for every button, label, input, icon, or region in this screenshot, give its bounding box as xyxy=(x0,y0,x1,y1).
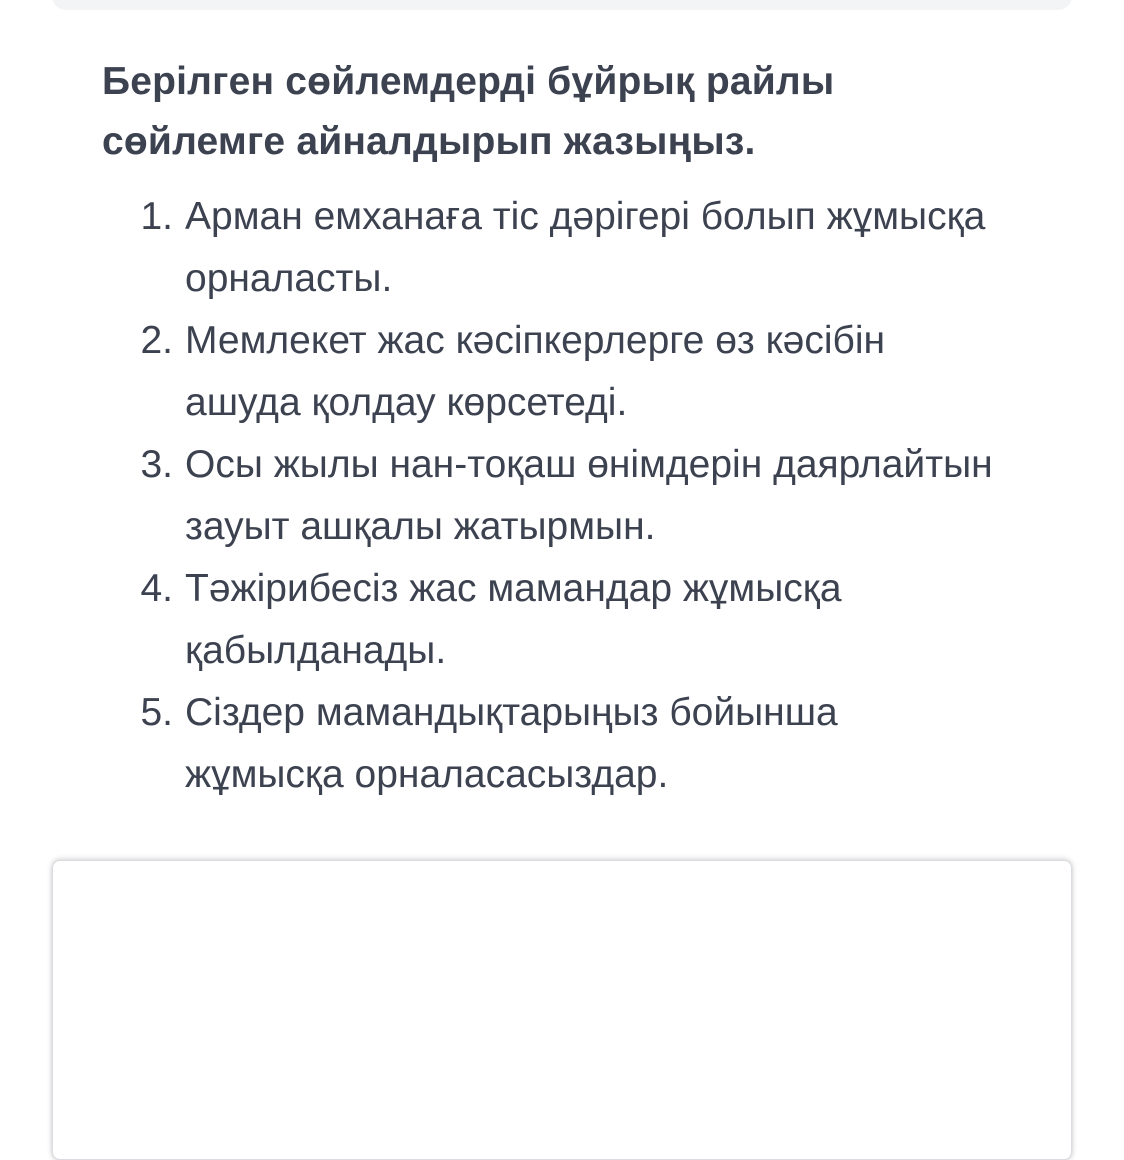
item-number: 3. xyxy=(140,443,173,486)
item-text: Арман емханаға тіс дәрігері болып жұмысқа орналасты. xyxy=(185,195,986,300)
item-number: 4. xyxy=(140,567,173,610)
previous-card xyxy=(52,0,1072,10)
list-item xyxy=(102,682,1002,806)
list-item xyxy=(102,186,1002,310)
list-item xyxy=(102,310,1002,434)
item-number: 5. xyxy=(140,691,173,734)
item-text: Осы жылы нан-тоқаш өнімдерін даярлайтын зауыт ашқалы жатырмын. xyxy=(185,443,993,548)
item-number: 1. xyxy=(140,195,173,238)
list-item xyxy=(102,558,1002,682)
item-text: Сіздер мамандықтарыңыз бойынша жұмысқа орналасасыздар. xyxy=(185,691,838,796)
sentence-list xyxy=(102,186,1002,806)
task-title: Берілген сөйлемдерді бұйрық райлы сөйлемге айналдырып жазыңыз. xyxy=(102,60,835,163)
item-text: Тәжірибесіз жас мамандар жұмысқа қабылданады. xyxy=(185,567,842,672)
item-text: Мемлекет жас кәсіпкерлерге өз кәсібін ашуда қолдау көрсетеді. xyxy=(185,319,886,424)
answer-input[interactable] xyxy=(52,860,1072,1160)
item-number: 2. xyxy=(140,319,173,362)
list-item xyxy=(102,434,1002,558)
task-card xyxy=(102,52,1002,806)
